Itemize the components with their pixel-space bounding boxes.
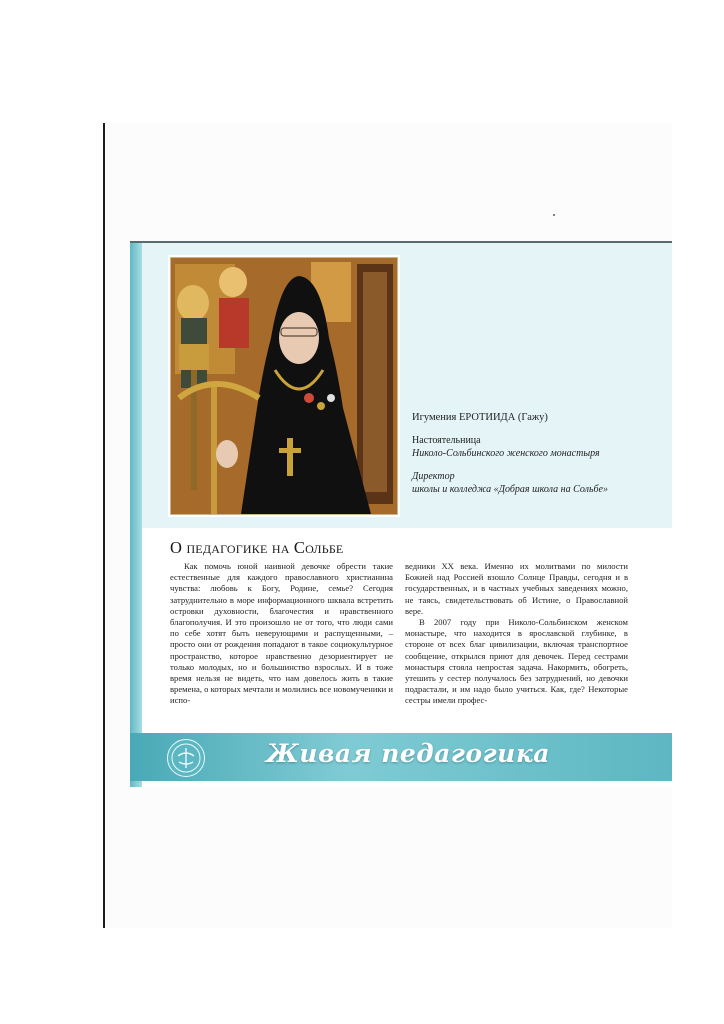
paragraph: Как помочь юной наивной девочке обрести такие естественные для каждого православного христианина чувства: любовь к Богу, Родине, семье? Сегодня затруднительно в море информационного шквала встретить островки духовности, благочестия и нравственного благополучия. И это произошло не от того, что люди сами по себе хотят быть неверующими и распущенными, – просто они от рождения попадают в такое социокультурное пространство, которое нравственно дезориентирует не только молодых, но и большинство взрослых. И в тоже время нельзя не видеть, что нам довелось жить в такие времена, о которых мечтали и молились все новомученики и испо-: [170, 561, 393, 706]
magazine-page: [130, 241, 672, 787]
abbess-name: Игумения ЕРОТИИДА (Гажу): [412, 412, 548, 423]
paragraph: В 2007 году при Николо-Сольбинском женском монастыре, что находится в ярославской глубинке, в стороне от всех благ цивилизации, включая транспортное сообщение, открылся приют для девочек. Перед сестрами монастыря стояла непростая задача. Накормить, обогреть, утешить у сестер получалось без затруднений, но девочки подрастали, и им надо было учиться. Как, где? Некоторые сестры имели профес-: [405, 617, 628, 706]
abbess-portrait-photo: [170, 257, 398, 515]
scan-speck: [553, 214, 555, 216]
portrait-caption: [412, 411, 662, 496]
school-logo-icon: [167, 739, 205, 777]
article-column-1: [170, 561, 393, 707]
paragraph: ведники XX века. Именно их молитвами по милости Божией над Россией взошло Солнце Правды, сегодня и в государственных, и в частных учебных заведениях можно, не таясь, свидетельствовать об Истине, о Православной вере.: [405, 561, 628, 616]
section-title: Живая педагогика: [266, 739, 550, 768]
role-title-director: Директор: [412, 471, 455, 482]
role-title-abbess: Настоятельница: [412, 435, 481, 446]
role-org-monastery: Николо-Сольбинского женского монастыря: [412, 448, 600, 459]
left-accent-strip: [130, 243, 142, 787]
article-title: О педагогике на Сольбе: [170, 538, 344, 557]
role-org-school: школы и колледжа «Добрая школа на Сольбе»: [412, 484, 608, 495]
article-column-2: [405, 561, 628, 707]
scan-edge: [103, 123, 105, 928]
